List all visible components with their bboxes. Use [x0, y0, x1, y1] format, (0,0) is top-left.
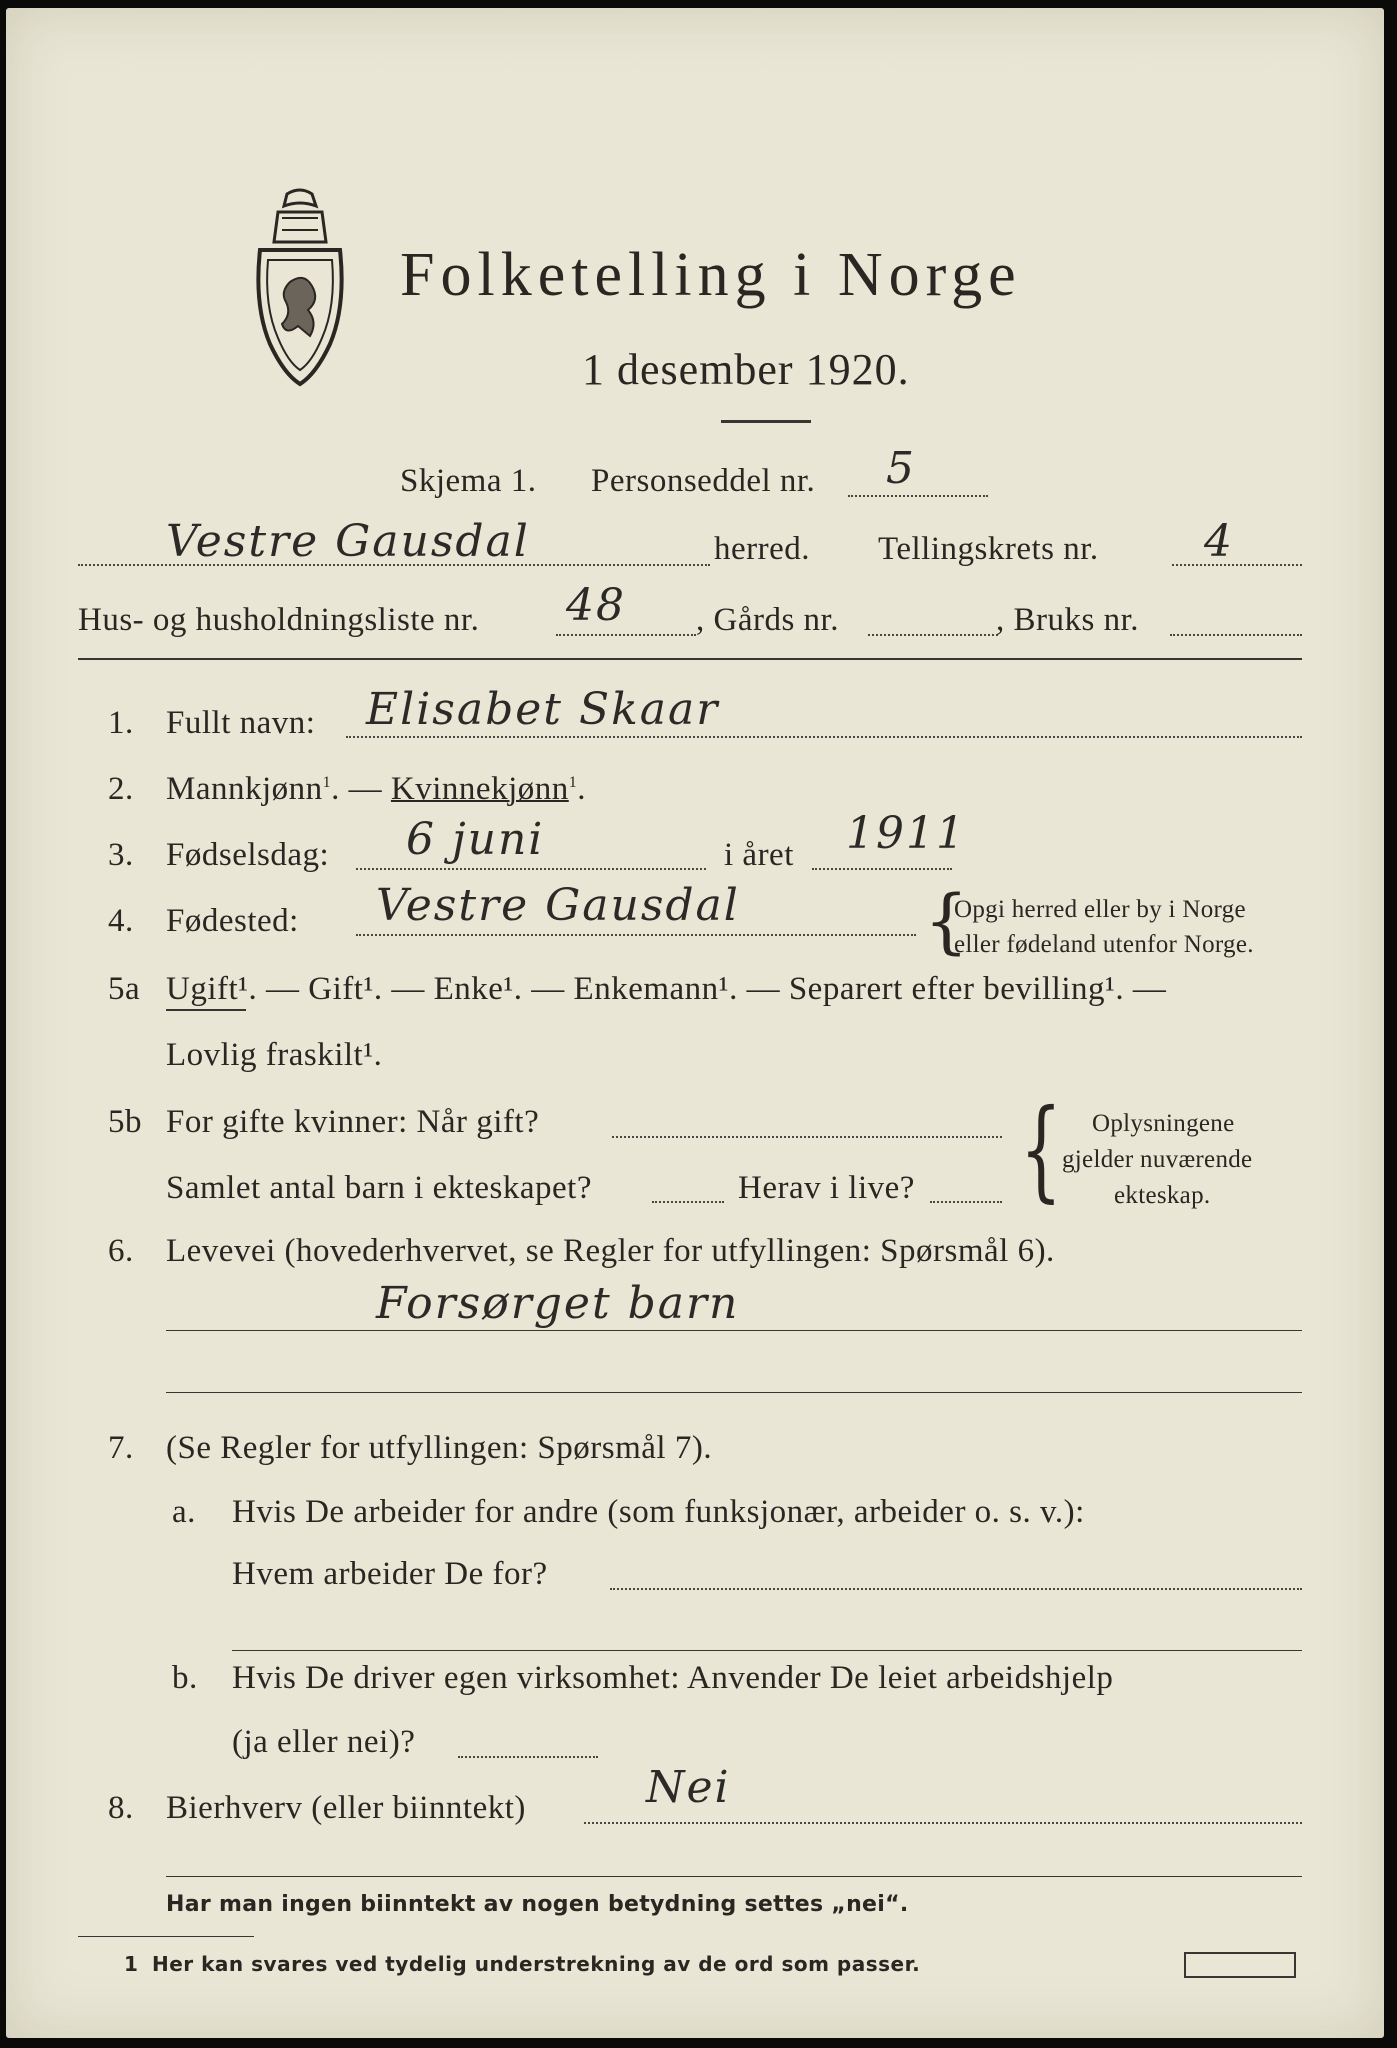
title-divider: [721, 420, 811, 423]
q2-sup2: 1: [568, 774, 578, 791]
q5b-line1: For gifte kvinner: Når gift?: [166, 1104, 540, 1140]
q5b-alive-line: [930, 1201, 1002, 1203]
q7a-line1: Hvis De arbeider for andre (som funksjonær, arbeider o. s. v.):: [232, 1494, 1085, 1530]
birthplace-value: Vestre Gausdal: [376, 880, 740, 931]
footnote-number: 1: [124, 1952, 139, 1976]
q3-number: 3.: [108, 837, 134, 873]
q4-label: Fødested:: [166, 903, 299, 939]
tellingskrets-value: 4: [1204, 516, 1234, 567]
q4-note-line2: eller fødeland utenfor Norge.: [954, 931, 1254, 958]
tellingskrets-label: Tellingskrets nr.: [878, 531, 1099, 567]
header-separator: [78, 658, 1302, 660]
gards-line: [868, 634, 998, 636]
husliste-value: 48: [566, 580, 626, 631]
husliste-label: Hus- og husholdningsliste nr.: [78, 602, 480, 638]
q7b-answer-line: [458, 1756, 598, 1758]
q7b-line2: (ja eller nei)?: [232, 1724, 416, 1760]
bruks-line: [1170, 634, 1302, 636]
q5b-note-line1: Oplysningene: [1092, 1110, 1235, 1137]
q8-answer-line: [584, 1822, 1302, 1824]
q5b-note-line3: ekteskap.: [1114, 1182, 1211, 1209]
form-title: Folketelling i Norge: [400, 241, 1022, 309]
full-name-value: Elisabet Skaar: [366, 684, 720, 735]
q5b-alive-label: Herav i live?: [738, 1170, 915, 1206]
q6-line2: [166, 1392, 1302, 1393]
q5b-number: 5b: [108, 1104, 142, 1140]
q7b-line1: Hvis De driver egen virksomhet: Anvender De leiet arbeidshjelp: [232, 1660, 1114, 1696]
q1-line: [346, 736, 1302, 738]
q7a-answer-line: [610, 1588, 1302, 1590]
mannkjonn-option: Mannkjønn: [166, 771, 323, 807]
occupation-value: Forsørget barn: [376, 1278, 740, 1329]
printer-mark: [1184, 1952, 1296, 1978]
bruks-label: , Bruks nr.: [996, 602, 1140, 638]
q7-number: 7.: [108, 1430, 134, 1466]
husliste-line: [556, 634, 696, 636]
q3-label: Fødselsdag:: [166, 837, 330, 873]
q3-year-line: [812, 868, 952, 870]
kvinnekjonn-option: Kvinnekjønn: [390, 771, 569, 807]
q7a-letter: a.: [172, 1494, 196, 1530]
q4-number: 4.: [108, 903, 134, 939]
q5b-married-line: [612, 1136, 1002, 1138]
personseddel-value: 5: [886, 443, 916, 494]
herred-label: herred.: [714, 531, 811, 567]
ugift-underline: [166, 1009, 246, 1011]
herred-line: [78, 564, 710, 566]
q6-number: 6.: [108, 1233, 134, 1269]
q4-brace: {: [924, 880, 969, 962]
personseddel-line: [848, 495, 988, 497]
q6-label: Levevei (hovederhvervet, se Regler for utfyllingen: Spørsmål 6).: [166, 1233, 1055, 1269]
footnote-text: Her kan svares ved tydelig understrekning av de ord som passer.: [152, 1952, 921, 1976]
gards-label: , Gårds nr.: [696, 602, 839, 638]
q6-line1: [166, 1330, 1302, 1331]
q5a-number: 5a: [108, 971, 141, 1007]
census-date: 1 desember 1920.: [582, 345, 910, 394]
q5a-options-line2: Lovlig fraskilt¹.: [166, 1037, 383, 1073]
q8-number: 8.: [108, 1790, 134, 1826]
q8-label: Bierhverv (eller biinntekt): [166, 1790, 526, 1826]
q1-number: 1.: [108, 705, 134, 741]
q5b-children-line: [652, 1201, 724, 1203]
q3-line: [356, 868, 706, 870]
birth-year-value: 1911: [846, 808, 966, 859]
q2-options: Mannkjønn$^1$. — Kvinnekjønn$^1$.: [166, 771, 586, 807]
q4-note-line1: Opgi herred eller by i Norge: [954, 896, 1246, 923]
side-income-value: Nei: [646, 1762, 731, 1813]
tellingskrets-line: [1172, 564, 1302, 566]
q7b-letter: b.: [172, 1660, 198, 1696]
q5b-brace: {: [1020, 1085, 1062, 1213]
coat-of-arms-icon: [242, 186, 358, 391]
q3-year-label: i året: [724, 837, 794, 873]
q7-label: (Se Regler for utfyllingen: Spørsmål 7).: [166, 1430, 713, 1466]
skjema-label: Skjema 1.: [400, 463, 537, 499]
personseddel-label: Personseddel nr.: [591, 463, 816, 499]
biinntekt-note: Har man ingen biinntekt av nogen betydning settes „nei“.: [166, 1892, 909, 1917]
q2-number: 2.: [108, 771, 134, 807]
q5b-children-label: Samlet antal barn i ekteskapet?: [166, 1170, 593, 1206]
q5b-note-line2: gjelder nuværende: [1062, 1146, 1253, 1173]
q7a-extra-line: [232, 1650, 1302, 1651]
herred-value: Vestre Gausdal: [166, 516, 530, 567]
q2-separator: . —: [331, 771, 391, 807]
birthday-value: 6 juni: [406, 814, 545, 865]
q2-sup1: 1: [322, 774, 332, 791]
q5a-options: Ugift¹. — Gift¹. — Enke¹. — Enkemann¹. — Separert efter bevilling¹. —: [166, 971, 1167, 1007]
q7a-line2: Hvem arbeider De for?: [232, 1556, 548, 1592]
census-form-page: [6, 8, 1384, 2038]
q1-label: Fullt navn:: [166, 705, 316, 741]
q4-line: [356, 934, 916, 936]
q8-extra-line: [166, 1876, 1302, 1877]
footnote-divider: [78, 1936, 254, 1937]
